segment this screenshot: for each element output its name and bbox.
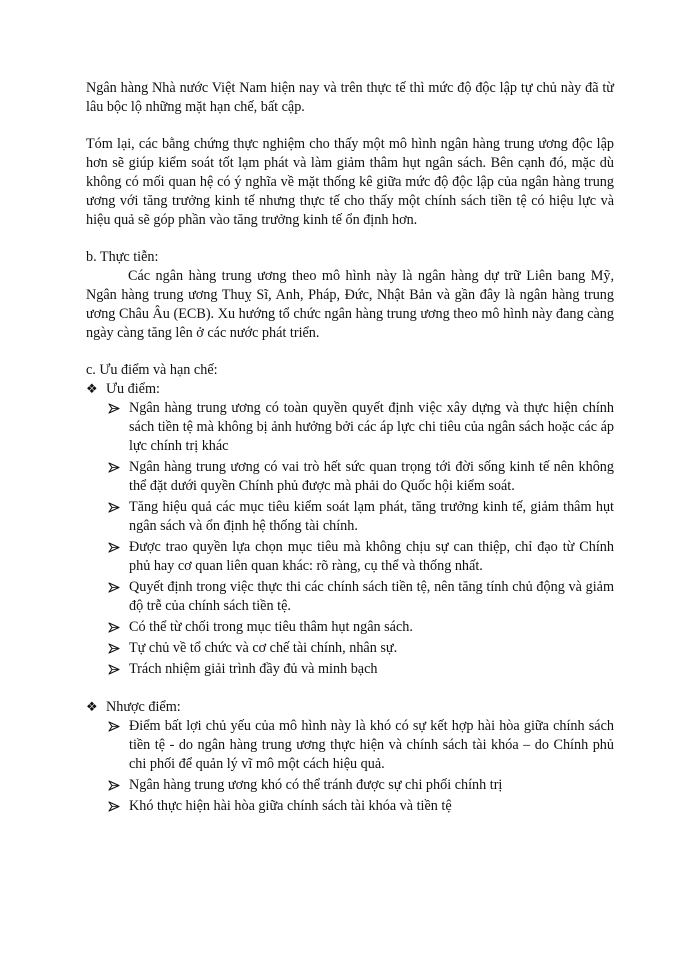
list-item-text: Ngân hàng trung ương có toàn quyền quyết định việc xây dựng và thực hiện chính sách tiền tệ mà không bị ảnh hưởng bởi các áp lực chi tiêu của ngân sách hoặc các áp lực chính trị khác: [129, 400, 614, 454]
arrow-bullet-icon: [108, 801, 120, 812]
list-item-text: Khó thực hiện hài hòa giữa chính sách tài khóa và tiền tệ: [129, 798, 452, 814]
diamond-bullet-icon: ❖: [86, 382, 98, 397]
advantages-heading: [86, 380, 614, 399]
list-item-text: Tăng hiệu quả các mục tiêu kiểm soát lạm phát, tăng trưởng kinh tế, giảm thâm hụt ngân sách và ổn định hệ thống tài chính.: [129, 499, 614, 534]
section-b-heading: b. Thực tiễn:: [86, 249, 159, 265]
diamond-bullet-icon: ❖: [86, 700, 98, 715]
list-item: [86, 717, 614, 774]
arrow-bullet-icon: [108, 462, 120, 473]
disadvantages-list: [86, 717, 614, 816]
arrow-bullet-icon: [108, 643, 120, 654]
advantages-list: [86, 399, 614, 679]
disadvantages-heading: [86, 698, 614, 717]
list-item-text: Có thể từ chối trong mục tiêu thâm hụt ngân sách.: [129, 619, 413, 635]
list-item-text: Tự chủ về tổ chức và cơ chế tài chính, nhân sự.: [129, 640, 398, 656]
arrow-bullet-icon: [108, 403, 120, 414]
list-item-text: Trách nhiệm giải trình đầy đủ và minh bạch: [129, 661, 378, 677]
list-item: [86, 498, 614, 536]
arrow-bullet-icon: [108, 622, 120, 633]
list-item-text: Được trao quyền lựa chọn mục tiêu mà không chịu sự can thiệp, chỉ đạo từ Chính phủ hay cơ quan liên quan khác: rõ ràng, cụ thể và thống nhất.: [129, 539, 614, 574]
section-b-body: Các ngân hàng trung ương theo mô hình này là ngân hàng dự trữ Liên bang Mỹ, Ngân hàng trung ương Thuỵ Sĩ, Anh, Pháp, Đức, Nhật Bản và gần đây là ngân hàng trung ương Châu Âu (ECB). Xu hướng tổ chức ngân hàng trung ương theo mô hình này đang càng ngày càng tăng lên ở các nước phát triển.: [86, 268, 614, 341]
section-c-heading: c. Ưu điểm và hạn chế:: [86, 362, 218, 378]
list-item: [86, 797, 614, 816]
arrow-bullet-icon: [108, 582, 120, 593]
arrow-bullet-icon: [108, 721, 120, 732]
list-item: [86, 538, 614, 576]
arrow-bullet-icon: [108, 780, 120, 791]
advantages-label: Ưu điểm:: [106, 381, 160, 397]
list-item-text: Quyết định trong việc thực thi các chính sách tiền tệ, nên tăng tính chủ động và giảm độ trễ của chính sách tiền tệ.: [129, 579, 614, 614]
list-item: [86, 458, 614, 496]
list-item-text: Ngân hàng trung ương khó có thể tránh được sự chi phối chính trị: [129, 777, 503, 793]
list-item-text: Ngân hàng trung ương có vai trò hết sức quan trọng tới đời sống kinh tế nên không thể đặt dưới quyền Chính phủ được mà phải do Quốc hội kiểm soát.: [129, 459, 614, 494]
list-item: [86, 776, 614, 795]
paragraph-intro: Ngân hàng Nhà nước Việt Nam hiện nay và trên thực tế thì mức độ độc lập tự chủ này đã từ lâu bộc lộ những mặt hạn chế, bất cập.: [86, 80, 614, 115]
list-item: [86, 578, 614, 616]
list-item: [86, 399, 614, 456]
arrow-bullet-icon: [108, 542, 120, 553]
list-item: [86, 639, 614, 658]
disadvantages-label: Nhược điểm:: [106, 699, 181, 715]
list-item: [86, 660, 614, 679]
list-item-text: Điểm bất lợi chủ yếu của mô hình này là khó có sự kết hợp hài hòa giữa chính sách tiền tệ - do ngân hàng trung ương thực hiện và chính sách tài khóa – do Chính phủ chi phối để quản lý vĩ mô một cách hiệu quả.: [129, 718, 614, 772]
paragraph-summary: Tóm lại, các bằng chứng thực nghiệm cho thấy một mô hình ngân hàng trung ương độc lập hơn sẽ giúp kiểm soát tốt lạm phát và làm giảm thâm hụt ngân sách. Bên cạnh đó, mặc dù không có mối quan hệ có ý nghĩa về mặt thống kê giữa mức độ độc lập của ngân hàng trung ương với tăng trưởng kinh tế nhưng thực tế cho thấy một chính sách tiền tệ có hiệu lực và hiệu quả sẽ góp phần vào tăng trưởng kinh tế ổn định hơn.: [86, 136, 614, 228]
arrow-bullet-icon: [108, 502, 120, 513]
arrow-bullet-icon: [108, 664, 120, 675]
list-item: [86, 618, 614, 637]
document-page: [86, 79, 614, 818]
